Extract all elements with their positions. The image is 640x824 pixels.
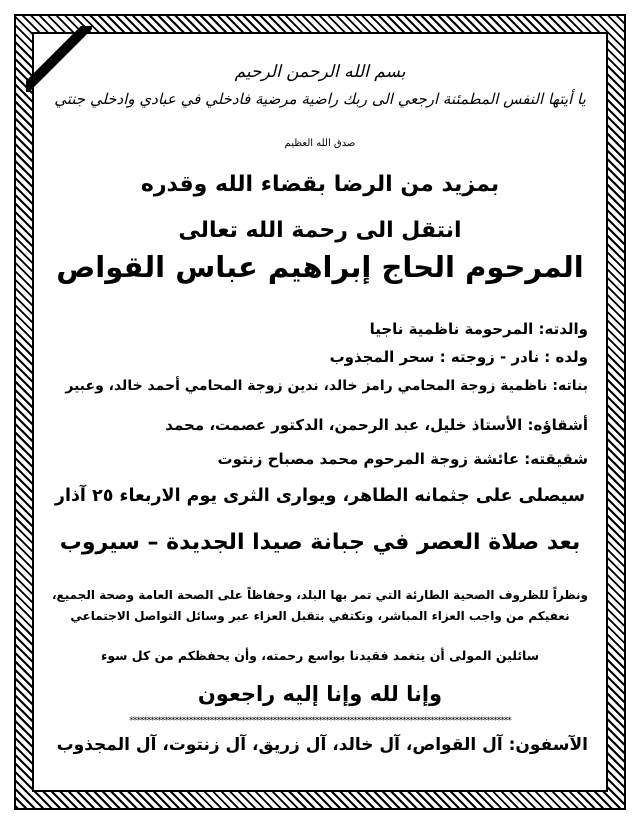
obituary-content: [52, 52, 588, 772]
funeral-line-1: سيصلى على جثمانه الطاهر، ويوارى الثرى يوم الاربعاء ٢٥ آذار: [54, 486, 586, 506]
quran-verse: يا أيتها النفس المطمئنة ارجعي الى ربك راضية مرضية فادخلي في عبادي وادخلي جنتي: [54, 90, 586, 108]
funeral-line-2: بعد صلاة العصر في جبانة صيدا الجديدة – سيروب: [59, 530, 581, 555]
closing-verse: وإنا لله وإنا إليه راجعون: [197, 682, 443, 706]
intro-line: بمزيد من الرضا بقضاء الله وقدره: [140, 172, 500, 197]
notice-line-2: نعفيكم من واجب العزاء المباشر، ونكتفي بتقبل العزاء عبر وسائل التواصل الاجتماعي: [70, 609, 570, 623]
mourners-line: الآسفون: آل القواص، آل خالد، آل زريق، آل زنتوت، آل المجذوب: [56, 735, 588, 755]
star-separator: *************************************************************************************************************: [129, 716, 511, 726]
passed-away-line: انتقل الى رحمة الله تعالى: [178, 218, 462, 243]
notice-line-1: ونظراً للظروف الصحية الطارئة التي تمر بها البلد، وحفاظاً على الصحة العامة وصحة الجميع،: [51, 588, 588, 602]
prayer-line: سائلين المولى أن يتغمد فقيدنا بواسع رحمته، وأن يحفظكم من كل سوء: [100, 648, 540, 663]
basmala: بسم الله الرحمن الرحيم: [234, 62, 406, 82]
relative-son: ولده : نادر - زوجته : سحر المجذوب: [329, 348, 588, 366]
relative-brothers: أشقاؤه: الأستاذ خليل، عبد الرحمن، الدكتور عصمت، محمد: [165, 416, 588, 434]
relative-sister: شقيقته: عائشة زوجة المرحوم محمد مصباح زنتوت: [217, 450, 588, 468]
relative-daughters: بناته: ناظمية زوجة المحامي رامز خالد، ندين زوجة المحامي أحمد خالد، وعبير: [65, 378, 588, 394]
relative-mother: والدته: المرحومة ناظمية ناجيا: [369, 320, 588, 338]
sadaqa-line: صدق الله العظيم: [284, 138, 356, 149]
deceased-name: المرحوم الحاج إبراهيم عباس القواص: [56, 250, 584, 284]
